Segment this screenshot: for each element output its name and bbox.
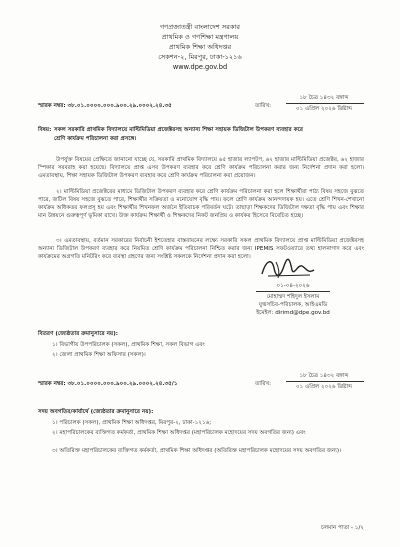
memo-date-bangla: ১৮ চৈত্র ১৪৩২ বঙ্গাব্দ bbox=[299, 95, 349, 101]
distribution-item-1: ১। বিভাগীয় উপপরিচালক (সকল), প্রাথমিক শিক্ষা, সকল বিভাগ এবং bbox=[52, 342, 205, 348]
memo-reference: স্মারক নম্বর: ৩৮.০১.০০০০.০০০.৯০০.২৯.০০০২.২৪.৩৫ bbox=[38, 103, 172, 109]
body-paragraph-2: ২। মাল্টিমিডিয়া প্রজেক্টরের মাধ্যমে ডিজিটাল উপকরণ ব্যবহার করে শ্রেণি কার্যক্রম পরিচালনা করা হলে শিক্ষার্থীরা পাঠ্য বিষয় সহজে বুঝতে পারে, জটিল বিষয় সহজে বুঝতে পারে, শিক্ষার্থীর সক্রিয়তা ও মনোযোগ বৃদ্ধি পায়। ফলে শ্রেণি কার্যক্রম আনন্দদায়ক হয়। এতে শ্রেণি শিখন-শেখানো কার্যক্রম অধিকতর ফলপ্রসূ হয় এবং শিক্ষার্থীর শিখনফল অর্জনে ইতিবাচক পরিবর্তন ঘটে। তাছাড়া শিক্ষকদের ডিজিটাল দক্ষতা বৃদ্ধি পায় এবং শিক্ষার মান উন্নয়নে গুরুত্বপূর্ণ ভূমিকা রাখে। উক্ত কার্যক্রম শিক্ষার্থী ও শিক্ষকদের নিকট জনপ্রিয় ও কার্যকর হিসেবে বিবেচিত হচ্ছে। bbox=[38, 189, 364, 220]
distribution-item-2: ২। জেলা প্রাথমিক শিক্ষা অফিসার (সকল)। bbox=[52, 352, 146, 358]
memo-date-english: ০১ এপ্রিল ২০২৬ খ্রিষ্টাব্দ bbox=[295, 106, 352, 112]
copy-item-2: ২। মহাপরিচালকের ব্যক্তিগত কর্মকর্তা, প্রাথমিক শিক্ষা অধিদপ্তর (মহাপরিচালক মহোদয়ের সদয় অবগতির জন্য) এবং bbox=[52, 430, 306, 436]
memo2-date-label: তারিখ: bbox=[255, 381, 272, 387]
signature-divider bbox=[256, 291, 330, 292]
copy-heading: সদয় অবগতির/কার্যার্থে (জ্যেষ্ঠতার ক্রমানুসারে নয়): bbox=[38, 409, 154, 415]
header-government: গণপ্রজাতন্ত্রী বাংলাদেশ সরকার bbox=[159, 23, 241, 31]
memo2-date-bangla: ১৮ চৈত্র ১৪৩২ বঙ্গাব্দ bbox=[299, 373, 349, 379]
memo2-date-english: ০১ এপ্রিল ২০২৬ খ্রিষ্টাব্দ bbox=[295, 384, 352, 390]
header-ministry: প্রাথমিক ও গণশিক্ষা মন্ত্রণালয় bbox=[161, 33, 239, 41]
date-divider bbox=[286, 103, 364, 104]
header-website: www.dpe.gov.bd bbox=[172, 63, 228, 71]
memo2-reference: স্মারক নম্বর: ৩৮.০১.০০০০.০০০.৯০০.২৯.০০০২.২৪.৩৫/১ bbox=[38, 381, 178, 387]
memo-date-label: তারিখ: bbox=[255, 103, 272, 109]
copy-item-3: ৩। অতিরিক্ত মহাপরিচালকের ব্যক্তিগত কর্মকর্তা, প্রাথমিক শিক্ষা অধিদপ্তর (অতিরিক্ত মহাপরিচালক মহোদয়ের সদয় অবগতির জন্য)। bbox=[52, 448, 342, 454]
page-continuation: চলমান পাতা - ১/২ bbox=[321, 525, 364, 531]
subject-line-2: শ্রেণি কার্যক্রম পরিচালনা করা প্রসঙ্গে। bbox=[54, 136, 137, 142]
copy-item-1: ১। পরিচালক (সকল), প্রাথমিক শিক্ষা অধিদপ্তর, মিরপুর-২, ঢাকা-১২১৬; bbox=[52, 420, 212, 426]
subject-label: বিষয়: bbox=[38, 127, 52, 133]
header-address: সেকশন-২, মিরপুর, ঢাকা-১২১৬ bbox=[158, 53, 242, 61]
distribution-heading: বিতরণ (জ্যেষ্ঠতার ক্রমানুসারে নয়): bbox=[38, 331, 119, 337]
signatory-name: মোহাম্মদ শহিদুল ইসলাম bbox=[266, 294, 320, 300]
signatory-email: ইমেইল: dirimd@dpe.gov.bd bbox=[256, 310, 330, 316]
header-directorate: প্রাথমিক শিক্ষা অধিদপ্তর bbox=[168, 43, 232, 51]
date2-divider bbox=[286, 381, 364, 382]
signatory-designation: যুগ্মসচিব-পরিচালক, আইএমডি bbox=[258, 302, 328, 308]
signature-date: ০১-০৪-২০২৬ bbox=[276, 283, 310, 289]
body-paragraph-1: উপর্যুক্ত বিষয়ের প্রেক্ষিতে জানানো যাচ্ছে যে, সরকারি প্রাথমিক বিদ্যালয়ে ৬৫ হাজার ল্যাপটপ, ৬২ হাজার মাল্টিমিডিয়া প্রজেক্টর, ৬২ হাজার স্পিকার সরবরাহ করা হয়েছে। বিদ্যালয়ে প্রাপ্ত এসব উপকরণ ব্যবহার করে শ্রেণি কার্যক্রম পরিচালনা করার জন্য নির্দেশনা প্রদান করা হলো। এমতাবস্থায়, শিক্ষা সহায়ক ডিজিটাল উপকরণ ব্যবহার করে শ্রেণি কার্যক্রম পরিচালনা করা প্রয়োজন। bbox=[38, 157, 364, 180]
handwritten-signature bbox=[258, 256, 322, 282]
subject-line-1: সকল সরকারি প্রাথমিক বিদ্যালয়ে মাল্টিমিডিয়া প্রজেক্টরসহ অন্যান্য শিক্ষা সহায়ক ডিজিটাল উপকরণ ব্যবহার করে bbox=[54, 127, 303, 133]
body-paragraph-3: ৩। এমতাবস্থায়, বর্তমান সরকারের নির্বাচনী ইশতেহার বাস্তবায়নের লক্ষ্যে সরকারি সকল প্রাথমিক বিদ্যালয়ে প্রাপ্ত মাল্টিমিডিয়া প্রজেক্টরসহ অন্যান্য ডিজিটাল উপকরণ ব্যবহার করে নিয়মিত শ্রেণি কার্যক্রম পরিচালনা নিশ্চিত করার জন্য IPEMIS সফটওয়্যারে তথ্য হালনাগাদ করে এবং কার্যক্রমের অগ্রগতি মনিটরিং করে ব্যবস্থা গ্রহণের জন্য সংশ্লিষ্ট সকলকে নির্দেশনা প্রদান করা হলো। bbox=[38, 238, 364, 261]
